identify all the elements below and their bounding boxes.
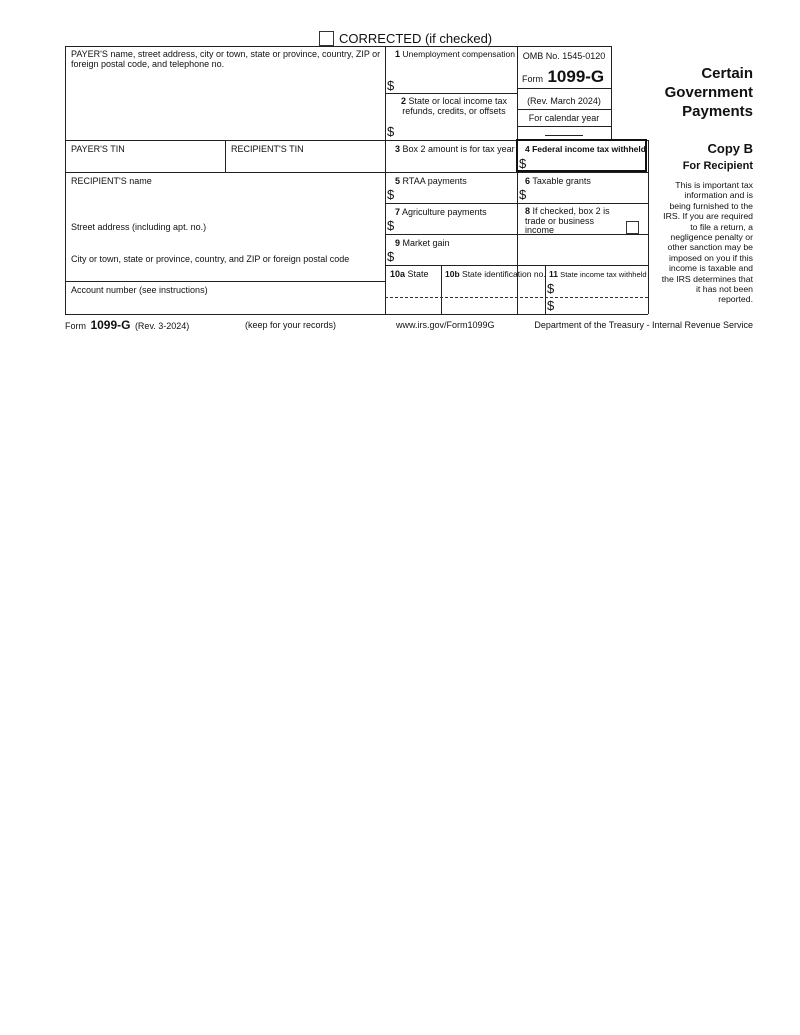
box8-label: 8 If checked, box 2 is trade or business income [525,206,610,235]
box11-label: 11 State income tax withheld [549,269,647,279]
omb-line-2 [517,109,611,110]
form-top-border [65,46,611,47]
omb-number: OMB No. 1545-0120 [522,51,606,61]
city-label: City or town, state or province, country, and ZIP or foreign postal code [71,254,350,264]
box1-label: 1 Unemployment compensation [395,49,515,59]
revision-date: (Rev. March 2024) [527,96,601,106]
payer-tin-label: PAYER'S TIN [71,144,125,154]
row-line-box7 [385,203,648,204]
year-blank-line [545,135,583,136]
form-number-top: Form 1099-G [522,67,605,86]
corrected-label: CORRECTED (if checked) [339,31,493,46]
recipient-notice: This is important tax information and is being furnished to the IRS. If you are required to file a return, a negligence penalty or other sanction may be imposed on you if this income is taxable and the IRS determines that it has not been reported. [661,180,753,305]
box10a-label: 10a State [390,269,429,279]
form-bottom-border [65,314,648,315]
form-left-border [65,46,66,314]
state-row-dash [385,297,648,298]
box5-dollar: $ [387,187,395,202]
box2-dollar: $ [387,124,395,139]
box10b-label: 10b State identification no. [445,269,546,279]
footer-department: Department of the Treasury - Internal Revenue Service [534,320,753,330]
footer-url: www.irs.gov/Form1099G [396,320,495,330]
row-line-box2 [385,93,517,94]
footer-keep-records: (keep for your records) [245,320,337,330]
row-line-account [65,281,385,282]
corrected-checkbox[interactable] [319,31,334,46]
omb-line-3 [517,126,611,127]
box11-dollar-2: $ [547,298,555,313]
box1-dollar: $ [387,78,395,93]
box8-checkbox[interactable] [626,221,639,234]
box11-dollar-1: $ [547,281,555,296]
box5-label: 5 RTAA payments [395,176,467,186]
tin-divider [225,140,226,172]
box7-label: 7 Agriculture payments [395,207,487,217]
copy-b-label: Copy B [707,141,753,156]
box4-dollar: $ [519,156,527,171]
row-line-tin-bottom [65,172,648,173]
col-divider-omb [611,46,612,140]
box9-label: 9 Market gain [395,238,450,248]
box3-label: 3 Box 2 amount is for tax year [395,144,515,154]
box9-dollar: $ [387,249,395,264]
calendar-year-label: For calendar year [528,113,600,123]
box4-label: 4 Federal income tax withheld [525,144,646,154]
row-line-box10 [385,265,648,266]
street-address-label: Street address (including apt. no.) [71,222,207,232]
box7-dollar: $ [387,218,395,233]
omb-line-1 [517,88,611,89]
form-title: Certain Government Payments [664,65,753,120]
box6-label: 6 Taxable grants [525,176,591,186]
col-divider-payer [385,46,386,314]
recipient-tin-label: RECIPIENT'S TIN [231,144,304,154]
box2-label: 2 State or local income tax refunds, credits, or offsets [400,96,508,116]
footer-form-number: Form 1099-G (Rev. 3-2024) [65,318,190,332]
box6-dollar: $ [519,187,527,202]
for-recipient-label: For Recipient [682,160,753,172]
recipient-name-label: RECIPIENT'S name [71,176,152,186]
payer-name-label: PAYER'S name, street address, city or town, state or province, country, ZIP or foreign postal code, and telephone no. [71,49,381,69]
account-number-label: Account number (see instructions) [71,285,208,295]
state-divider-a [441,265,442,314]
